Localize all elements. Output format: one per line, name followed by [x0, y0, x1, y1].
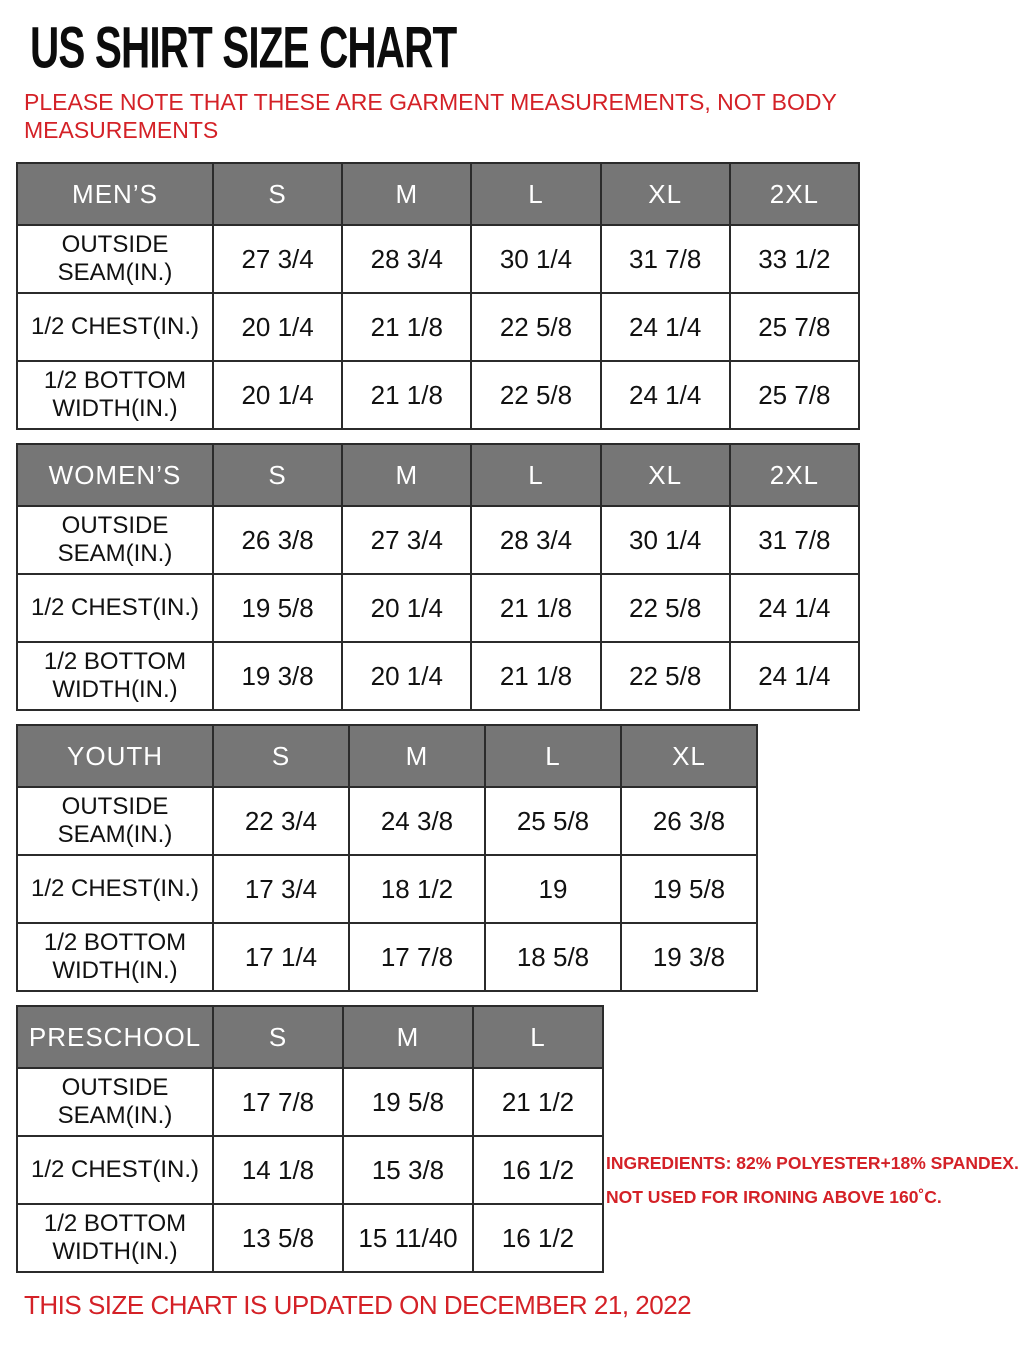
value-cell: 19 5/8 [343, 1068, 473, 1136]
row-label: OUTSIDE SEAM(IN.) [17, 787, 213, 855]
value-cell: 13 5/8 [213, 1204, 343, 1272]
page-title [30, 13, 1024, 81]
table-row [17, 574, 859, 642]
value-cell: 15 11/40 [343, 1204, 473, 1272]
group-header-preschool: PRESCHOOL [17, 1006, 213, 1068]
value-cell: 15 3/8 [343, 1136, 473, 1204]
size-col-header: M [342, 163, 471, 225]
value-cell: 17 7/8 [213, 1068, 343, 1136]
value-cell: 28 3/4 [471, 506, 600, 574]
size-col-header: XL [601, 163, 730, 225]
preschool-size-table [16, 1005, 604, 1273]
size-col-header: L [485, 725, 621, 787]
value-cell: 19 3/8 [621, 923, 757, 991]
table-row [17, 787, 757, 855]
size-col-header: S [213, 444, 342, 506]
value-cell: 24 1/4 [601, 361, 730, 429]
value-cell: 25 7/8 [730, 361, 859, 429]
row-label: OUTSIDE SEAM(IN.) [17, 225, 213, 293]
value-cell: 24 1/4 [601, 293, 730, 361]
size-col-header: 2XL [730, 163, 859, 225]
value-cell: 17 1/4 [213, 923, 349, 991]
value-cell: 30 1/4 [601, 506, 730, 574]
value-cell: 20 1/4 [342, 642, 471, 710]
value-cell: 17 7/8 [349, 923, 485, 991]
ingredients-note [606, 1146, 1020, 1214]
value-cell: 24 3/8 [349, 787, 485, 855]
table-header-row [17, 1006, 603, 1068]
table-row [17, 642, 859, 710]
table-header-row [17, 444, 859, 506]
table-row [17, 361, 859, 429]
row-label: OUTSIDE SEAM(IN.) [17, 506, 213, 574]
group-header-youth: YOUTH [17, 725, 213, 787]
value-cell: 25 7/8 [730, 293, 859, 361]
value-cell: 31 7/8 [601, 225, 730, 293]
value-cell: 20 1/4 [213, 293, 342, 361]
size-col-header: 2XL [730, 444, 859, 506]
row-label: 1/2 BOTTOM WIDTH(IN.) [17, 1204, 213, 1272]
size-col-header: XL [621, 725, 757, 787]
value-cell: 20 1/4 [213, 361, 342, 429]
row-label: 1/2 BOTTOM WIDTH(IN.) [17, 642, 213, 710]
value-cell: 21 1/8 [342, 361, 471, 429]
value-cell: 22 5/8 [471, 293, 600, 361]
value-cell: 27 3/4 [342, 506, 471, 574]
table-row [17, 1136, 603, 1204]
value-cell: 22 5/8 [601, 642, 730, 710]
size-col-header: S [213, 1006, 343, 1068]
value-cell: 21 1/2 [473, 1068, 603, 1136]
value-cell: 22 5/8 [601, 574, 730, 642]
value-cell: 24 1/4 [730, 574, 859, 642]
size-col-header: L [473, 1006, 603, 1068]
table-row [17, 1204, 603, 1272]
value-cell: 22 3/4 [213, 787, 349, 855]
value-cell: 19 5/8 [621, 855, 757, 923]
garment-measurement-note: PLEASE NOTE THAT THESE ARE GARMENT MEASUREMENTS, NOT BODY MEASUREMENTS [24, 89, 837, 143]
value-cell: 14 1/8 [213, 1136, 343, 1204]
size-col-header: L [471, 444, 600, 506]
table-row [17, 1068, 603, 1136]
value-cell: 24 1/4 [730, 642, 859, 710]
page-title-text: US SHIRT SIZE CHART [30, 13, 457, 81]
value-cell: 20 1/4 [342, 574, 471, 642]
table-row [17, 855, 757, 923]
row-label: 1/2 BOTTOM WIDTH(IN.) [17, 361, 213, 429]
value-cell: 27 3/4 [213, 225, 342, 293]
row-label: 1/2 CHEST(IN.) [17, 574, 213, 642]
mens-size-table [16, 162, 860, 430]
table-header-row [17, 725, 757, 787]
value-cell: 21 1/8 [342, 293, 471, 361]
value-cell: 19 [485, 855, 621, 923]
table-row [17, 506, 859, 574]
table-row [17, 225, 859, 293]
ingredients-line-1: INGREDIENTS: 82% POLYESTER+18% SPANDEX. [606, 1153, 1019, 1173]
value-cell: 19 3/8 [213, 642, 342, 710]
value-cell: 26 3/8 [621, 787, 757, 855]
row-label: 1/2 CHEST(IN.) [17, 855, 213, 923]
value-cell: 31 7/8 [730, 506, 859, 574]
value-cell: 26 3/8 [213, 506, 342, 574]
value-cell: 33 1/2 [730, 225, 859, 293]
value-cell: 17 3/4 [213, 855, 349, 923]
value-cell: 21 1/8 [471, 574, 600, 642]
youth-size-table [16, 724, 758, 992]
size-col-header: S [213, 725, 349, 787]
value-cell: 19 5/8 [213, 574, 342, 642]
size-col-header: L [471, 163, 600, 225]
value-cell: 21 1/8 [471, 642, 600, 710]
value-cell: 18 1/2 [349, 855, 485, 923]
row-label: 1/2 CHEST(IN.) [17, 293, 213, 361]
group-header-womens: WOMEN’S [17, 444, 213, 506]
size-col-header: M [342, 444, 471, 506]
value-cell: 22 5/8 [471, 361, 600, 429]
table-row [17, 923, 757, 991]
table-header-row [17, 163, 859, 225]
value-cell: 30 1/4 [471, 225, 600, 293]
table-row [17, 293, 859, 361]
value-cell: 16 1/2 [473, 1204, 603, 1272]
row-label: 1/2 BOTTOM WIDTH(IN.) [17, 923, 213, 991]
row-label: OUTSIDE SEAM(IN.) [17, 1068, 213, 1136]
size-col-header: M [349, 725, 485, 787]
value-cell: 25 5/8 [485, 787, 621, 855]
value-cell: 16 1/2 [473, 1136, 603, 1204]
value-cell: 18 5/8 [485, 923, 621, 991]
row-label: 1/2 CHEST(IN.) [17, 1136, 213, 1204]
value-cell: 28 3/4 [342, 225, 471, 293]
group-header-mens: MEN’S [17, 163, 213, 225]
size-col-header: XL [601, 444, 730, 506]
womens-size-table [16, 443, 860, 711]
update-date-note: THIS SIZE CHART IS UPDATED ON DECEMBER 21, 2022 [24, 1290, 692, 1320]
ingredients-line-2: NOT USED FOR IRONING ABOVE 160˚C. [606, 1187, 942, 1207]
size-col-header: S [213, 163, 342, 225]
size-col-header: M [343, 1006, 473, 1068]
